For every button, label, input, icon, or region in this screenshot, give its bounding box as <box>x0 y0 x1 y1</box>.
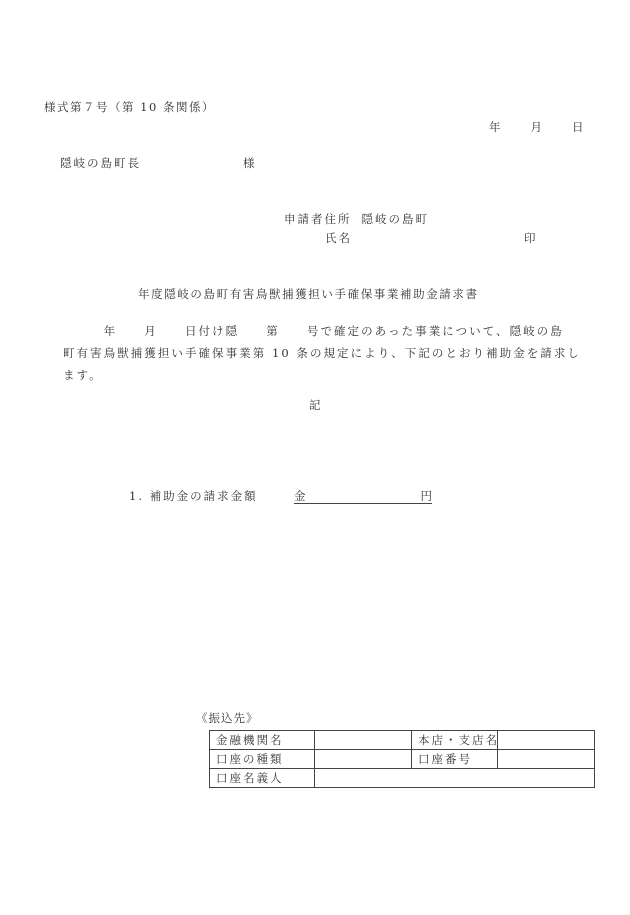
date-year-label: 年 <box>489 120 503 134</box>
table-row <box>210 750 595 769</box>
table-row <box>210 769 595 788</box>
branch-name-label: 本店・支店名 <box>412 731 498 750</box>
applicant-address <box>284 211 429 227</box>
account-type-field[interactable] <box>315 750 412 769</box>
branch-name-field[interactable] <box>498 731 595 750</box>
body-line-3: ます。 <box>63 368 103 382</box>
amount-prefix: 金 <box>294 489 306 503</box>
amount-suffix: 円 <box>420 489 432 503</box>
document-title: 年度隠岐の島町有害鳥獣捕獲担い手確保事業補助金請求書 <box>138 287 479 301</box>
recipient <box>60 155 257 171</box>
item-request-amount-label: 1. 補助金の請求金額 <box>129 489 258 503</box>
table-row <box>210 731 595 750</box>
body-line-2: 町有害鳥獣捕獲担い手確保事業第 10 条の規定により、下記のとおり補助金を請求し <box>63 346 581 360</box>
account-holder-label: 口座名義人 <box>210 769 315 788</box>
account-number-field[interactable] <box>498 750 595 769</box>
body-paragraph <box>63 320 581 386</box>
request-amount-field[interactable] <box>294 488 432 504</box>
form-number: 様式第７号（第 10 条関係） <box>44 100 215 114</box>
account-type-label: 口座の種類 <box>210 750 315 769</box>
body-line-1: 年 月 日付け隠 第 号で確定のあった事業について、隠岐の島 <box>63 324 564 338</box>
ki-heading: 記 <box>309 398 323 412</box>
applicant-address-label: 申請者住所 <box>284 212 352 226</box>
bank-transfer-table <box>209 730 595 788</box>
recipient-name: 隠岐の島町長 <box>60 156 141 170</box>
bank-transfer-heading: 《振込先》 <box>196 711 259 725</box>
seal-label: 印 <box>524 231 538 245</box>
recipient-honorific: 様 <box>243 156 257 170</box>
date-month-label: 月 <box>530 120 544 134</box>
applicant-address-value: 隠岐の島町 <box>361 212 429 226</box>
account-holder-field[interactable] <box>315 769 595 788</box>
applicant-name-label: 氏名 <box>325 231 352 245</box>
date-field <box>489 119 586 135</box>
account-number-label: 口座番号 <box>412 750 498 769</box>
date-day-label: 日 <box>572 120 586 134</box>
bank-name-field[interactable] <box>315 731 412 750</box>
bank-name-label: 金融機関名 <box>210 731 315 750</box>
